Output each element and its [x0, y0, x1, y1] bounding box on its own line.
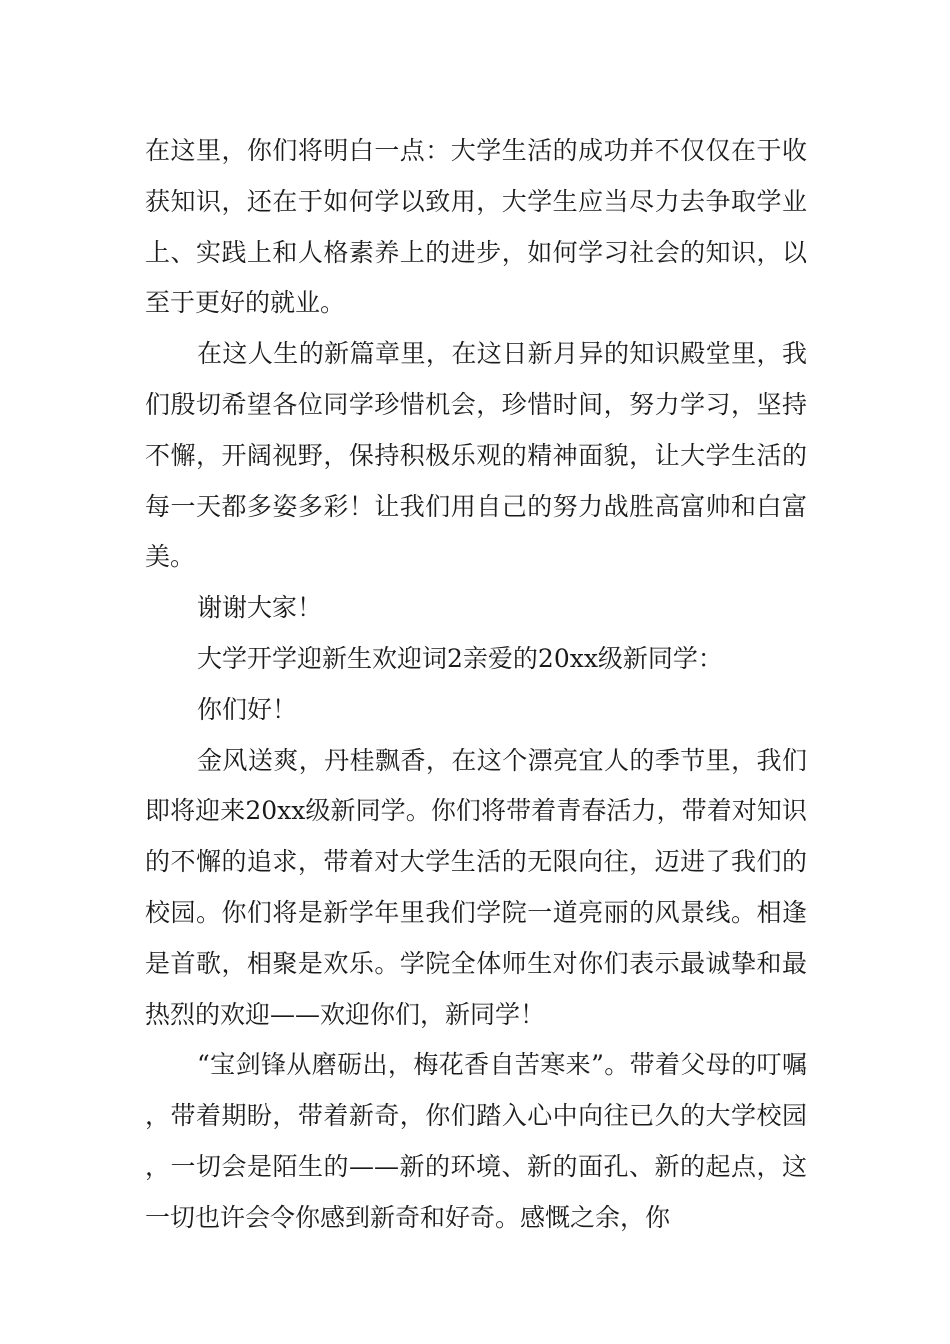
document-body: [145, 126, 807, 1244]
paragraph-4: 大学开学迎新生欢迎词2亲爱的20xx级新同学：: [197, 643, 723, 673]
paragraph-5: 你们好！: [197, 694, 298, 724]
paragraph-2: 在这人生的新篇章里，在这日新月异的知识殿堂里，我们殷切希望各位同学珍惜机会，珍惜时间，努力学习，坚持不懈，开阔视野，保持积极乐观的精神面貌，让大学生活的每一天都多姿多彩！让我们用自己的努力战胜高富帅和白富美。: [145, 339, 807, 572]
paragraph-7: “宝剑锋从磨砺出，梅花香自苦寒来”。带着父母的叮嘱，带着期盼，带着新奇，你们踏入心中向往已久的大学校园，一切会是陌生的——新的环境、新的面孔、新的起点，这一切也许会令你感到新奇和好奇。感慨之余，你: [145, 1050, 807, 1232]
paragraph-3: 谢谢大家！: [197, 593, 323, 623]
paragraph-6: 金风送爽，丹桂飘香，在这个漂亮宜人的季节里，我们即将迎来20xx级新同学。你们将带着青春活力，带着对知识的不懈的追求，带着对大学生活的无限向往，迈进了我们的校园。你们将是新学年里我们学院一道亮丽的风景线。相逢是首歌，相聚是欢乐。学院全体师生对你们表示最诚挚和最热烈的欢迎——欢迎你们，新同学！: [145, 745, 807, 1029]
paragraph-1: 在这里，你们将明白一点：大学生活的成功并不仅仅在于收获知识，还在于如何学以致用，大学生应当尽力去争取学业上、实践上和人格素养上的进步，如何学习社会的知识，以至于更好的就业。: [145, 136, 807, 318]
